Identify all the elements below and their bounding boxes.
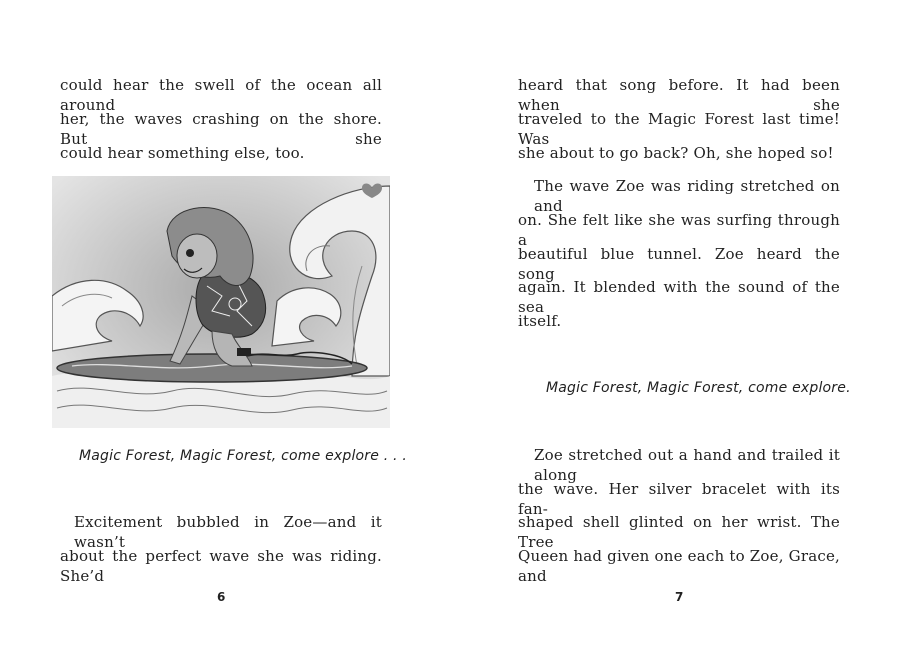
page-number: 6: [217, 590, 226, 604]
surfer-illustration: [52, 176, 390, 428]
right-page: [450, 0, 900, 654]
text-line: again. It blended with the sound of the sea: [518, 278, 840, 316]
caption: Magic Forest, Magic Forest, come explore . . .: [79, 448, 407, 464]
text-line: could hear the swell of the ocean all around: [60, 76, 382, 114]
text-line: her, the waves crashing on the shore. But she: [60, 110, 382, 148]
text-line: the wave. Her silver bracelet with its fan-: [518, 480, 840, 518]
text-line: Excitement bubbled in Zoe—and it wasn’t: [74, 513, 382, 551]
text-line: Queen had given one each to Zoe, Grace, and: [518, 547, 840, 585]
text-line: on. She felt like she was surfing through a: [518, 211, 840, 249]
text-line: could hear something else, too.: [60, 144, 305, 162]
song-lyric: Magic Forest, Magic Forest, come explore.: [546, 380, 851, 396]
text-line: heard that song before. It had been when she: [518, 76, 840, 114]
text-line: about the perfect wave she was riding. She’d: [60, 547, 382, 585]
text-line: Zoe stretched out a hand and trailed it along: [534, 446, 840, 484]
page-number: 7: [675, 590, 684, 604]
text-line: beautiful blue tunnel. Zoe heard the song: [518, 245, 840, 283]
text-line: The wave Zoe was riding stretched on and: [534, 177, 840, 215]
text-line: traveled to the Magic Forest last time! Was: [518, 110, 840, 148]
text-line: itself.: [518, 312, 562, 330]
text-line: she about to go back? Oh, she hoped so!: [518, 144, 834, 162]
text-line: shaped shell glinted on her wrist. The Tree: [518, 513, 840, 551]
